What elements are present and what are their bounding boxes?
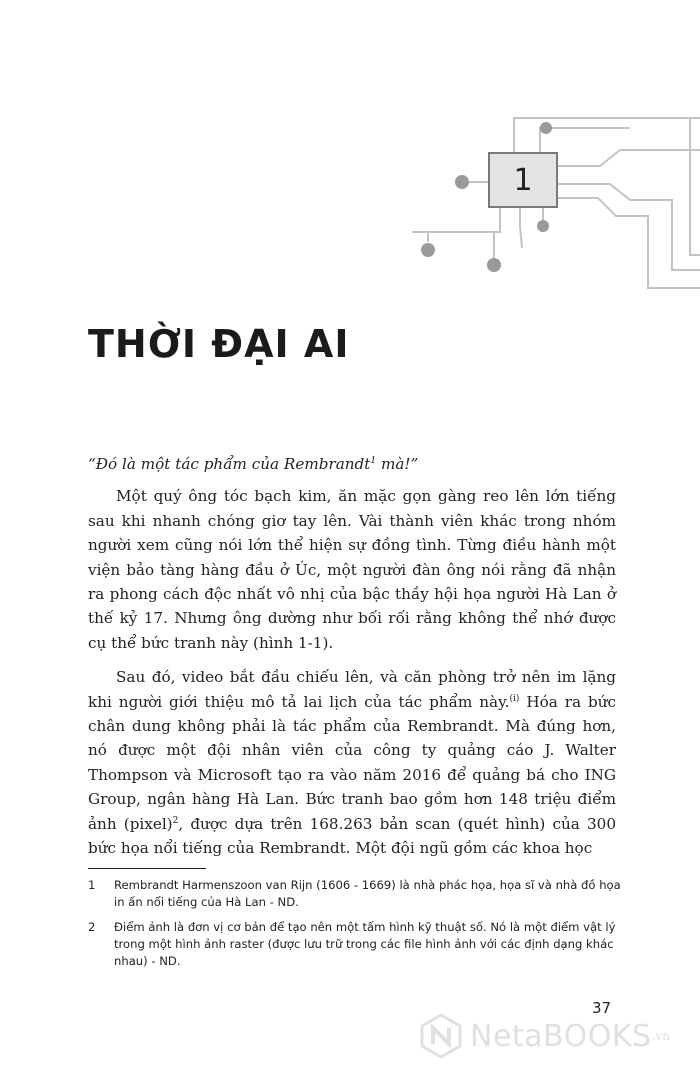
footnote-number: 1 (88, 878, 96, 892)
paragraph-2-part-c: , được dựa trên 168.263 bản scan (quét hình) của 300 bức họa nổi tiếng của Rembrandt. Một đội ngũ gồm các khoa học (88, 814, 616, 858)
footnote-text: Rembrandt Harmenszoon van Rijn (1606 - 1669) là nhà phác họa, họa sĩ và nhà đồ họa in ấn nổi tiếng của Hà Lan - ND. (114, 878, 621, 909)
circuit-line (540, 128, 630, 152)
page-number: 37 (592, 999, 612, 1017)
circuit-node (537, 220, 549, 232)
circuit-node (487, 258, 501, 272)
circuit-line (514, 118, 700, 152)
circuit-line (558, 198, 700, 288)
circuit-node (421, 243, 435, 257)
paragraph-2 (88, 665, 616, 860)
circuit-line (690, 118, 700, 255)
paragraph-1: Một quý ông tóc bạch kim, ăn mặc gọn gàng reo lên lớn tiếng sau khi nhanh chóng giơ tay lên. Vài thành viên khác trong nhóm người xem cũng nói lớn thể hiện sự đồng tình. Từng điều hành một viện bảo tàng hàng đầu ở Úc, một người đàn ông nói rằng đã nhận ra phong cách độc nhất vô nhị của bậc thầy hội họa người Hà Lan ở thế kỷ 17. Nhưng ông dường như bối rối rằng không thể nhớ được cụ thể bức tranh này (hình 1-1). (88, 487, 616, 652)
circuit-line (520, 208, 522, 248)
circuit-line (558, 184, 700, 270)
footnote (88, 919, 628, 970)
footnotes (88, 877, 628, 978)
chapter-title: THỜI ĐẠI AI (88, 322, 350, 366)
chapter-number-box (488, 152, 558, 208)
watermark-suffix: .vn (651, 1029, 670, 1043)
endnote-ref-i: (i) (509, 693, 520, 704)
circuit-node (540, 122, 552, 134)
paragraph-2-part-b: Hóa ra bức chân dung không phải là tác phẩm của Rembrandt. Mà đúng hơn, nó được một đội nhân viên của công ty quảng cáo J. Walter Thompson và Microsoft tạo ra vào năm 2016 để quảng bá cho ING Group, ngân hàng Hà Lan. Bức tranh bao gồm hơn 148 triệu điểm ảnh (pixel) (88, 692, 616, 833)
circuit-decoration (0, 0, 700, 300)
footnote-ref-2: 2 (172, 815, 179, 826)
circuit-line (412, 208, 500, 232)
body-text (88, 452, 616, 861)
epigraph-text: “Đó là một tác phẩm của Rembrandt (88, 455, 371, 473)
footnote-number: 2 (88, 920, 96, 934)
epigraph-end: mà!” (376, 455, 419, 473)
footnote-text: Điểm ảnh là đơn vị cơ bản để tạo nên một tấm hình kỹ thuật số. Nó là một điểm vật lý trong một hình ảnh raster (được lưu trữ trong các file hình ảnh với các định dạng khác nhau) - ND. (114, 920, 616, 968)
netabooks-logo-icon (418, 1013, 464, 1059)
circuit-node (455, 175, 469, 189)
footnote-divider (88, 868, 206, 869)
epigraph (88, 452, 616, 476)
watermark-brand: NetaBOOKS (470, 1018, 652, 1054)
chapter-number: 1 (513, 162, 533, 198)
paragraph-2-part-a: Sau đó, video bắt đầu chiếu lên, và căn phòng trở nên im lặng khi người giới thiệu mô tả lai lịch của tác phẩm này. (88, 668, 616, 711)
watermark (418, 1008, 698, 1064)
footnote (88, 877, 628, 911)
footnote-ref-1: 1 (370, 455, 377, 466)
circuit-line (558, 150, 700, 166)
